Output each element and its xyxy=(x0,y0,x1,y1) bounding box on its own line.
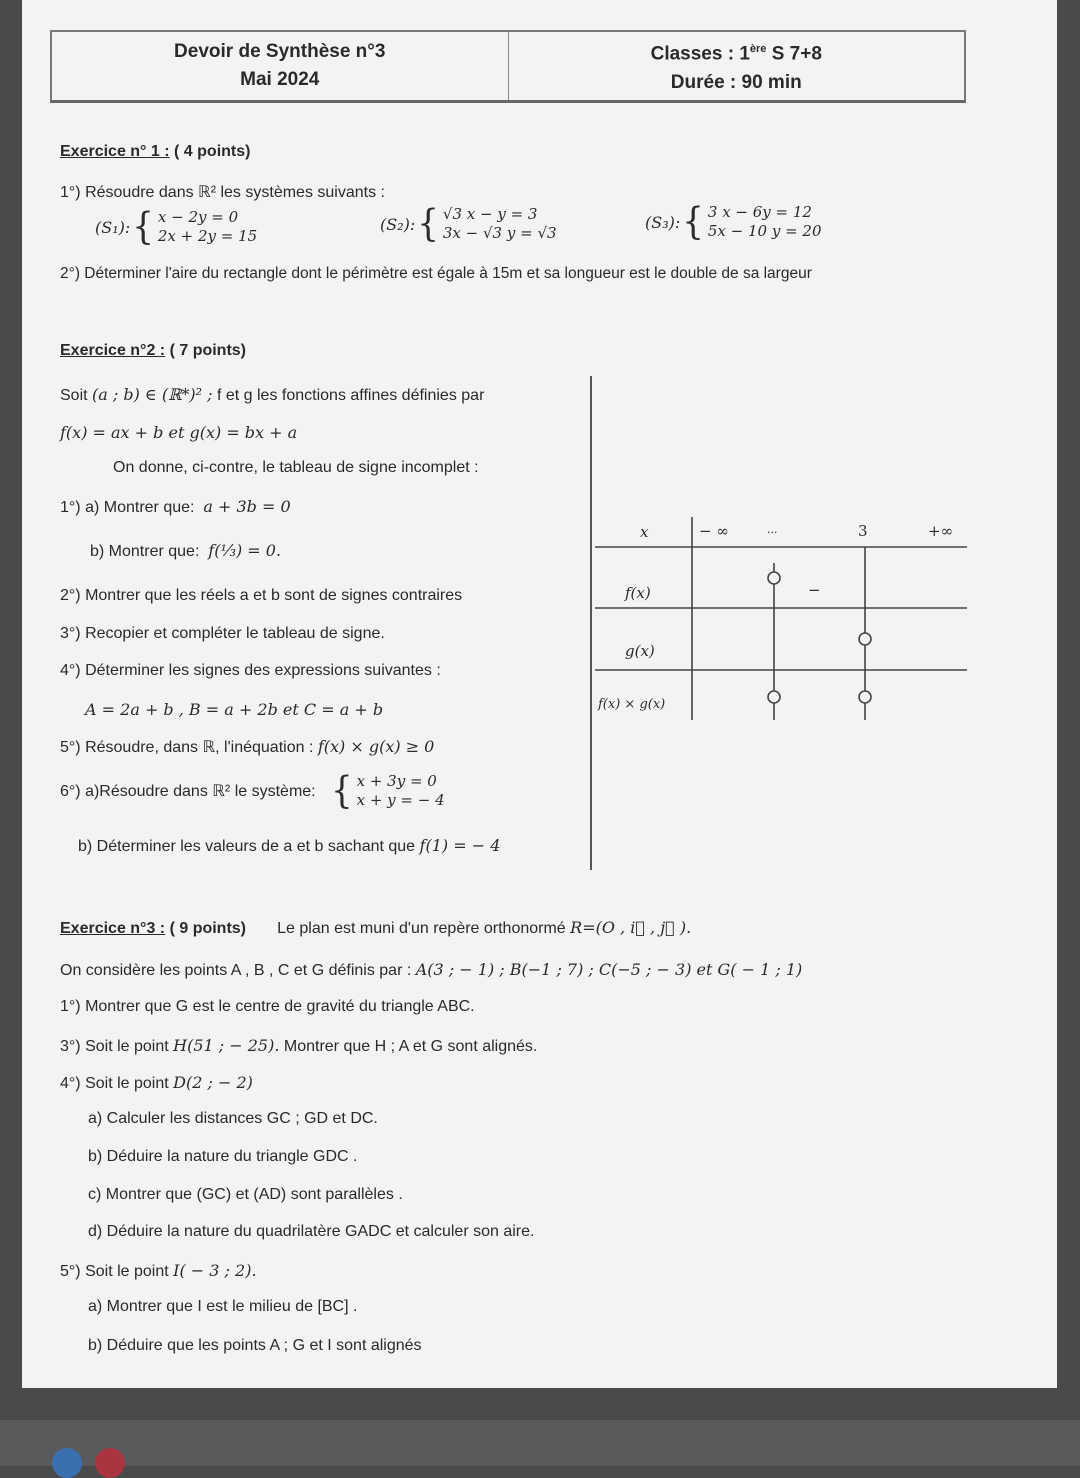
sign-table-grid xyxy=(595,515,967,720)
system-s2: (S₂): { √3 x − y = 3 3x − √3 y = √3 xyxy=(380,202,557,246)
ex2-q1a: 1°) a) Montrer que: a + 3b = 0 xyxy=(60,497,291,516)
ex1-q1: 1°) Résoudre dans ℝ² les systèmes suivants : xyxy=(60,184,385,201)
ex2-intro-2: f(x) = ax + b et g(x) = bx + a xyxy=(60,423,298,442)
ex3-q4: 4°) Soit le point D(2 ; − 2) xyxy=(60,1073,253,1092)
exam-title: Devoir de Synthèse n°3 xyxy=(174,41,386,62)
table-row-gx: g(x) xyxy=(625,642,655,660)
ex3-q1: 1°) Montrer que G est le centre de gravité du triangle ABC. xyxy=(60,998,475,1015)
system-s3: (S₃): { 3 x − 6y = 12 5x − 10 y = 20 xyxy=(645,200,822,244)
ex2-q6a: 6°) a)Résoudre dans ℝ² le système: { x + 3y = 0 x + y = − 4 xyxy=(60,769,445,813)
system-s1: (S₁): { x − 2y = 0 2x + 2y = 15 xyxy=(95,205,258,249)
ex2-q5: 5°) Résoudre, dans ℝ, l'inéquation : f(x) × g(x) ≥ 0 xyxy=(60,737,435,756)
header-right xyxy=(508,32,965,100)
app-bottom-bar xyxy=(0,1420,1080,1466)
exam-classes: Classes : 1ère S 7+8 xyxy=(650,43,822,65)
exam-duration: Durée : 90 min xyxy=(670,71,802,93)
exam-header xyxy=(50,30,966,103)
sign-table xyxy=(595,515,967,720)
avatar[interactable] xyxy=(95,1448,125,1478)
ex3-q3: 3°) Soit le point H(51 ; − 25). Montrer que H ; A et G sont alignés. xyxy=(60,1036,538,1055)
ex2-intro-1: Soit (a ; b) ∈ (ℝ*)² ; f et g les fonctions affines définies par xyxy=(60,385,485,404)
ex3-q4a: a) Calculer les distances GC ; GD et DC. xyxy=(88,1110,378,1127)
table-x-label: x xyxy=(640,523,649,541)
exam-date: Mai 2024 xyxy=(240,69,320,90)
table-row-fx: f(x) xyxy=(625,584,651,602)
table-minus-sign: − xyxy=(808,581,821,599)
ex3-q4c: c) Montrer que (GC) et (AD) sont parallèles . xyxy=(88,1186,403,1203)
table-minus-infinity: − ∞ xyxy=(699,522,729,540)
ex2-q6b: b) Déterminer les valeurs de a et b sachant que f(1) = − 4 xyxy=(78,836,501,855)
ex3-q5b: b) Déduire que les points A ; G et I sont alignés xyxy=(88,1337,422,1354)
ex3-q4b: b) Déduire la nature du triangle GDC . xyxy=(88,1148,358,1165)
ex2-q2: 2°) Montrer que les réels a et b sont de signes contraires xyxy=(60,587,463,604)
ex2-q3: 3°) Recopier et compléter le tableau de signe. xyxy=(60,625,385,642)
exercise-3-heading: Exercice n°3 : ( 9 points) Le plan est muni d'un repère orthonormé R=(O , i⃗ , j⃗ ). xyxy=(60,918,692,937)
ex2-intro-3: On donne, ci-contre, le tableau de signe incomplet : xyxy=(113,459,479,476)
header-left xyxy=(52,32,508,100)
exercise-1-heading: Exercice n° 1 : ( 4 points) xyxy=(60,143,251,160)
ex3-points-def: On considère les points A , B , C et G définis par : A(3 ; − 1) ; B(−1 ; 7) ; C(−5 ; − 3) et G( − 1 ; 1) xyxy=(60,960,803,979)
exercise-2-heading: Exercice n°2 : ( 7 points) xyxy=(60,342,247,359)
ex1-q2: 2°) Déterminer l'aire du rectangle dont le périmètre est égale à 15m et sa longueur est le double de sa largeur xyxy=(60,265,812,282)
column-divider xyxy=(590,376,592,870)
ex3-q4d: d) Déduire la nature du quadrilatère GADC et calculer son aire. xyxy=(88,1223,535,1240)
table-plus-infinity: +∞ xyxy=(928,522,954,540)
table-value-three: 3 xyxy=(858,522,868,540)
ex2-expressions: A = 2a + b , B = a + 2b et C = a + b xyxy=(85,700,384,719)
ex3-q5: 5°) Soit le point I( − 3 ; 2). xyxy=(60,1261,257,1280)
table-row-product: f(x) × g(x) xyxy=(598,697,666,712)
avatar[interactable] xyxy=(52,1448,82,1478)
ex2-q4: 4°) Déterminer les signes des expressions suivantes : xyxy=(60,662,441,679)
ex2-q1b: b) Montrer que: f(⅓) = 0. xyxy=(90,541,282,560)
ex3-q5a: a) Montrer que I est le milieu de [BC] . xyxy=(88,1298,358,1315)
table-ellipsis: ... xyxy=(767,523,778,536)
